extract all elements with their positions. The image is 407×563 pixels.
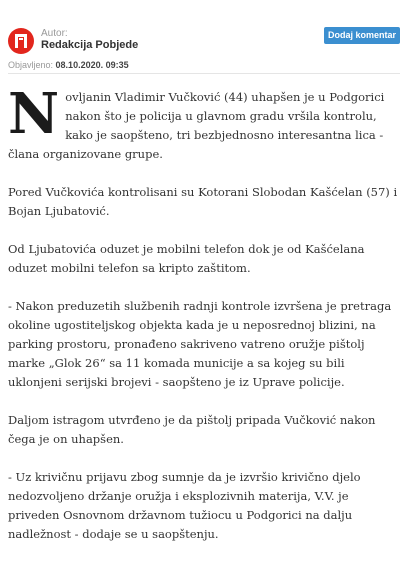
author-label: Autor: bbox=[41, 28, 68, 39]
add-comment-button[interactable]: Dodaj komentar bbox=[324, 27, 400, 44]
article-paragraph: - Nakon preduzetih službenih radnji kontrole izvršena je pretraga okoline ugostiteljskog objekta kada je u neposrednoj blizini, na parking prostoru, pronađeno sakriveno vatreno oružje pištolj marke „Glok 26“ sa 11 komada municije a sa kojeg su bili uklonjeni serijski brojevi - saopšteno je iz Uprave policije. bbox=[8, 299, 392, 389]
published-info bbox=[8, 60, 129, 70]
published-label: Objavljeno: bbox=[8, 60, 54, 70]
author-name[interactable]: Redakcija Pobjede bbox=[41, 39, 139, 51]
article-paragraph: Od Ljubatovića oduzet je mobilni telefon dok je od Kašćelana oduzet mobilni telefon sa kripto zaštitom. bbox=[8, 242, 365, 275]
pobjeda-logo-icon[interactable] bbox=[8, 28, 34, 54]
article-paragraph: - Uz krivičnu prijavu zbog sumnje da je izvršio krivično djelo nedozvoljeno držanje oružja i eksplozivnih materija, V.V. je priveden Osnovnom državnom tužiocu u Podgorici na dalju nadležnost - dodaje se u saopštenju. bbox=[8, 470, 361, 541]
published-date: 08.10.2020. 09:35 bbox=[55, 60, 129, 70]
article-paragraph: Daljom istragom utvrđeno je da pištolj pripada Vučković nakon čega je on uhapšen. bbox=[8, 413, 376, 446]
article-header bbox=[0, 0, 407, 80]
article-body bbox=[8, 81, 400, 563]
header-divider bbox=[8, 73, 400, 74]
drop-cap: N bbox=[8, 81, 60, 147]
article-paragraph: Pored Vučkovića kontrolisani su Kotorani Slobodan Kašćelan (57) i Bojan Ljubatović. bbox=[8, 185, 398, 218]
article-paragraph: Novljanin Vladimir Vučković (44) uhapšen je u Podgorici nakon što je policija u glavnom gradu vršila kontrolu, kako je saopšteno, tri bezbjednosno interesantna lica - člana organizovane grupe. bbox=[8, 81, 385, 161]
